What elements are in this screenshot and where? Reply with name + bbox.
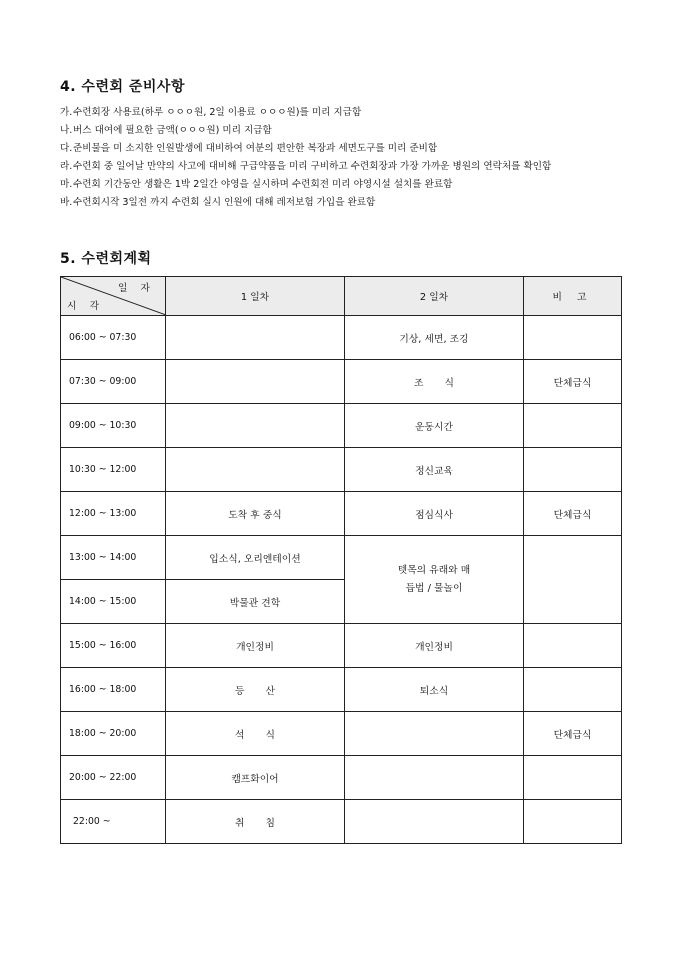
day2-cell: 퇴소식	[345, 668, 524, 712]
time-cell: 13:00 ~ 14:00	[61, 536, 166, 580]
table-row	[61, 316, 622, 360]
day1-cell	[166, 316, 345, 360]
table-row	[61, 360, 622, 404]
note-cell	[524, 448, 622, 492]
day1-cell: 도착 후 중식	[166, 492, 345, 536]
time-cell: 15:00 ~ 16:00	[61, 624, 166, 668]
day2-cell	[345, 800, 524, 844]
day2-cell: 조 식	[345, 360, 524, 404]
prep-item-text: 수련회 중 일어날 만약의 사고에 대비해 구급약품을 미리 구비하고 수련회장과 가장 가까운 병원의 연락처를 확인함	[73, 161, 552, 172]
time-cell: 18:00 ~ 20:00	[61, 712, 166, 756]
header-day2: 2 일차	[345, 277, 524, 316]
prep-item-label: 라.	[60, 161, 73, 172]
section4-title: 4. 수련회 준비사항	[60, 79, 185, 95]
prep-item	[60, 140, 633, 158]
section-preparation	[60, 76, 633, 212]
day1-cell: 입소식, 오리엔테이션	[166, 536, 345, 580]
table-row	[61, 712, 622, 756]
corner-header-cell	[61, 277, 166, 316]
day2-cell: 기상, 세면, 조깅	[345, 316, 524, 360]
time-cell: 12:00 ~ 13:00	[61, 492, 166, 536]
table-header-row	[61, 277, 622, 316]
time-cell: 06:00 ~ 07:30	[61, 316, 166, 360]
prep-item	[60, 194, 633, 212]
prep-item	[60, 104, 633, 122]
day2-cell: 개인정비	[345, 624, 524, 668]
day1-cell: 등 산	[166, 668, 345, 712]
table-row	[61, 404, 622, 448]
note-cell: 단체급식	[524, 360, 622, 404]
prep-item	[60, 176, 633, 194]
time-cell: 20:00 ~ 22:00	[61, 756, 166, 800]
prep-item-text: 수련회장 사용료(하루 ㅇㅇㅇ원, 2일 이용료 ㅇㅇㅇ원)를 미리 지급함	[73, 107, 362, 118]
note-cell: 단체급식	[524, 492, 622, 536]
table-row	[61, 800, 622, 844]
day1-cell	[166, 448, 345, 492]
table-row	[61, 668, 622, 712]
section-plan	[60, 248, 152, 276]
note-cell: 단체급식	[524, 712, 622, 756]
day2-cell	[345, 756, 524, 800]
note-cell	[524, 536, 622, 624]
day1-cell: 박물관 견학	[166, 580, 345, 624]
prep-item	[60, 122, 633, 140]
prep-item-text: 버스 대여에 필요한 금액(ㅇㅇㅇ원) 미리 지급함	[73, 125, 272, 136]
prep-item-text: 수련회 기간동안 생활은 1박 2일간 야영을 실시하며 수련회전 미리 야영시설 설치를 완료함	[73, 179, 453, 190]
prep-item-label: 마.	[60, 179, 73, 190]
note-cell	[524, 668, 622, 712]
day1-cell: 석 식	[166, 712, 345, 756]
day2-cell: 텟목의 유래와 매듭법 / 물놀이	[345, 536, 524, 624]
day1-cell: 개인정비	[166, 624, 345, 668]
prep-item-text: 준비물을 미 소지한 인원발생에 대비하여 여분의 편안한 복장과 세면도구를 미리 준비함	[73, 143, 438, 154]
day2-cell: 운동시간	[345, 404, 524, 448]
day2-cell: 정신교육	[345, 448, 524, 492]
table-row	[61, 492, 622, 536]
table-row	[61, 448, 622, 492]
header-note: 비 고	[524, 277, 622, 316]
time-cell: 10:30 ~ 12:00	[61, 448, 166, 492]
prep-item-label: 다.	[60, 143, 73, 154]
note-cell	[524, 800, 622, 844]
time-cell: 07:30 ~ 09:00	[61, 360, 166, 404]
header-day1: 1 일차	[166, 277, 345, 316]
note-cell	[524, 404, 622, 448]
time-cell: 16:00 ~ 18:00	[61, 668, 166, 712]
time-cell: 14:00 ~ 15:00	[61, 580, 166, 624]
prep-item-label: 나.	[60, 125, 73, 136]
time-cell: 22:00 ~	[61, 800, 166, 844]
day1-cell: 취 침	[166, 800, 345, 844]
day1-cell: 캠프화이어	[166, 756, 345, 800]
day1-cell	[166, 404, 345, 448]
note-cell	[524, 756, 622, 800]
prep-item-text: 수련회시작 3일전 까지 수련회 실시 인원에 대해 레저보험 가입을 완료함	[73, 197, 376, 208]
time-cell: 09:00 ~ 10:30	[61, 404, 166, 448]
day2-cell	[345, 712, 524, 756]
header-time-label: 시 각	[67, 301, 105, 312]
table-row	[61, 536, 622, 580]
table-row	[61, 756, 622, 800]
day2-cell: 점심식사	[345, 492, 524, 536]
header-date-label: 일 자	[117, 283, 155, 294]
schedule-table	[60, 276, 622, 844]
prep-item-label: 바.	[60, 197, 73, 208]
day1-cell	[166, 360, 345, 404]
note-cell	[524, 316, 622, 360]
prep-item-label: 가.	[60, 107, 73, 118]
section5-title: 5. 수련회계획	[60, 251, 152, 267]
note-cell	[524, 624, 622, 668]
prep-item	[60, 158, 633, 176]
table-row	[61, 624, 622, 668]
